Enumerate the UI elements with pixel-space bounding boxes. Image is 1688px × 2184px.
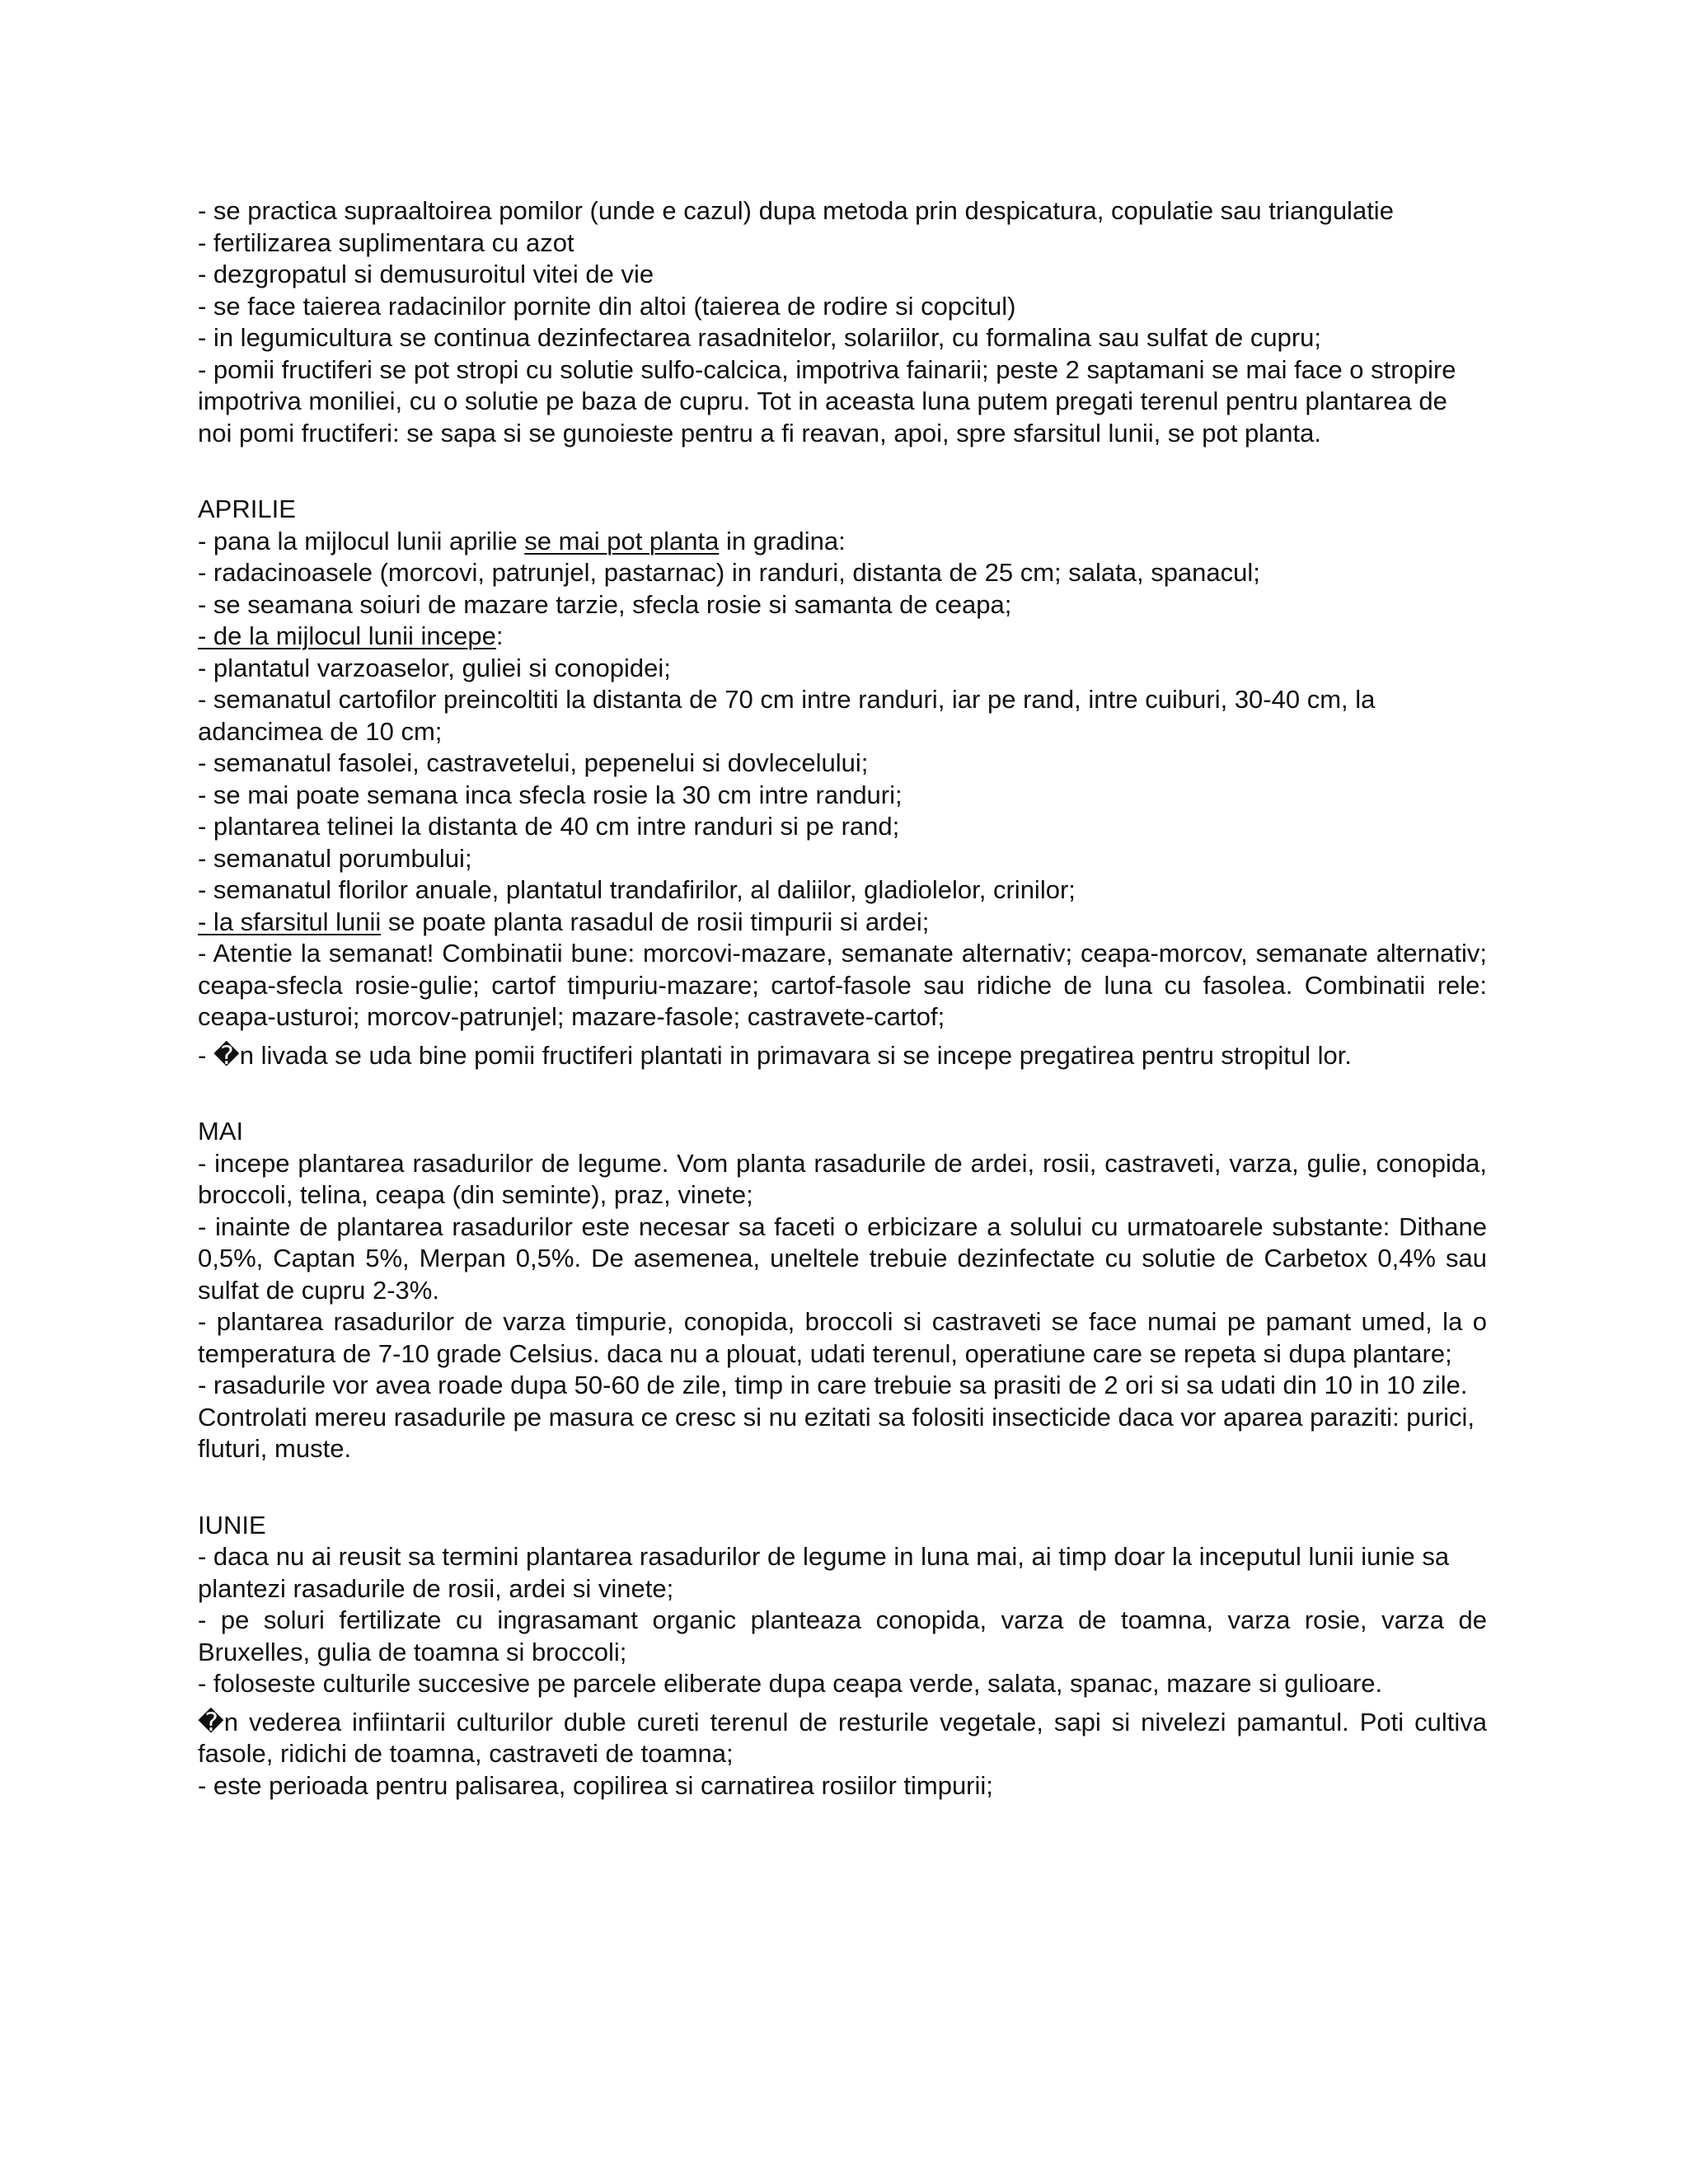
aprilie-line-1-tail: in gradina: (719, 526, 846, 555)
aprilie-line-1 (198, 526, 1487, 558)
iunie-item: - foloseste culturile succesive pe parcele eliberate dupa ceapa verde, salata, spanac, mazare si gulioare. (198, 1669, 1383, 1698)
section-heading-mai: MAI (198, 1117, 244, 1146)
iunie-extra: �n vederea infiintarii culturilor duble cureti terenul de resturile vegetale, sapi si nivelezi pamantul. Poti cultiva fasole, ridichi de toamna, castraveti de toamna; (198, 1707, 1487, 1768)
section-heading-aprilie: APRILIE (198, 494, 296, 523)
intro-line-5: - in legumicultura se continua dezinfectarea rasadnitelor, solariilor, cu formalina sau sulfat de cupru; (198, 323, 1322, 352)
iunie-last: - este perioada pentru palisarea, copilirea si carnatirea rosiilor timpurii; (198, 1770, 993, 1800)
aprilie-line-4-tail: : (495, 621, 504, 650)
mai-item: - inainte de plantarea rasadurilor este necesar sa faceti o erbicizare a solului cu urmatoarele substante: Dithane 0,5%, Captan 5%, Merpan 0,5%. De asemenea, uneltele trebuie dezinfectate cu solutie de Carbetox 0,4% sau sulfat de cupru 2-3%. (198, 1212, 1487, 1305)
aprilie-line-4-underlined: - de la mijlocul lunii incepe (198, 621, 496, 650)
section-spacer (198, 449, 1487, 494)
section-spacer (198, 1071, 1487, 1116)
aprilie-line-7: - �n livada se uda bine pomii fructiferi plantati in primavara si se incepe pregatirea pentru stropitul lor. (198, 1040, 1352, 1070)
iunie-item: - daca nu ai reusit sa termini plantarea rasadurilor de legume in luna mai, ai timp doar la inceputul lunii iunie sa plantezi rasadurile de rosii, ardei si vinete; (198, 1542, 1450, 1603)
aprilie-item: - semanatul fasolei, castravetelui, pepenelui si dovlecelului; (198, 748, 869, 777)
section-heading-iunie: IUNIE (198, 1510, 266, 1540)
aprilie-item: - semanatul florilor anuale, plantatul trandafirilor, al daliilor, gladiolelor, crinilor; (198, 875, 1076, 904)
aprilie-line-5 (198, 907, 1487, 939)
aprilie-item: - plantatul varzoaselor, guliei si conopidei; (198, 653, 671, 682)
intro-line-2: - fertilizarea suplimentara cu azot (198, 227, 574, 257)
intro-line-1: - se practica supraaltoirea pomilor (unde e cazul) dupa metoda prin despicatura, copulatie sau triangulatie (198, 196, 1394, 225)
aprilie-line-5-underlined: - la sfarsitul lunii (198, 907, 382, 936)
line-spacer (198, 1700, 1487, 1707)
aprilie-line-2: - radacinoasele (morcovi, patrunjel, pastarnac) in randuri, distanta de 25 cm; salata, spanacul; (198, 558, 1260, 587)
aprilie-item: - se mai poate semana inca sfecla rosie la 30 cm intre randuri; (198, 780, 903, 809)
aprilie-line-3: - se seamana soiuri de mazare tarzie, sfecla rosie si samanta de ceapa; (198, 589, 1012, 619)
iunie-item: - pe soluri fertilizate cu ingrasamant organic planteaza conopida, varza de toamna, varza rosie, varza de Bruxelles, gulia de toamna si broccoli; (198, 1605, 1487, 1666)
intro-line-4: - se face taierea radacinilor pornite din altoi (taierea de rodire si copcitul) (198, 291, 1016, 321)
mai-item: - incepe plantarea rasadurilor de legume. Vom planta rasadurile de ardei, rosii, castraveti, varza, gulie, conopida, broccoli, telina, ceapa (din seminte), praz, vinete; (198, 1148, 1487, 1209)
aprilie-item: - semanatul porumbului; (198, 843, 472, 873)
document-page (198, 195, 1487, 1802)
aprilie-line-4 (198, 621, 1487, 653)
aprilie-item: - plantarea telinei la distanta de 40 cm intre randuri si pe rand; (198, 812, 900, 841)
aprilie-line-1-text: - pana la mijlocul lunii aprilie (198, 526, 525, 555)
intro-line-3: - dezgropatul si demusuroitul vitei de vie (198, 260, 654, 288)
intro-line-6: - pomii fructiferi se pot stropi cu solutie sulfo-calcica, impotriva fainarii; peste 2 saptamani se mai face o stropire impotriva moniliei, cu o solutie pe baza de cupru. Tot in aceasta luna putem pregati terenul pentru plantarea de noi pomi fructiferi: se sapa si se gunoieste pentru a fi reavan, apoi, spre sfarsitul lunii, se pot planta. (198, 354, 1456, 448)
mai-item: - plantarea rasadurilor de varza timpurie, conopida, broccoli si castraveti se face numai pe pamant umed, la o temperatura de 7-10 grade Celsius. daca nu a plouat, udati terenul, operatiune care se repeta si dupa plantare; (198, 1307, 1487, 1368)
aprilie-line-1-underlined: se mai pot planta (524, 526, 720, 555)
mai-item: - rasadurile vor avea roade dupa 50-60 de zile, timp in care trebuie sa prasiti de 2 ori si sa udati din 10 in 10 zile. Controlati mereu rasadurile pe masura ce cresc si nu ezitati sa folositi insecticide daca vor aparea paraziti: purici, fluturi, muste. (198, 1371, 1475, 1463)
aprilie-line-5-tail: se poate planta rasadul de rosii timpurii si ardei; (381, 907, 930, 936)
aprilie-item: - semanatul cartofilor preincoltiti la distanta de 70 cm intre randuri, iar pe rand, intre cuiburi, 30-40 cm, la adancimea de 10 cm; (198, 685, 1376, 746)
aprilie-line-6: - Atentie la semanat! Combinatii bune: morcovi-mazare, semanate alternativ; ceapa-morcov, semanate alternativ; ceapa-sfecla rosie-gulie; cartof timpuriu-mazare; cartof-fasole sau ridiche de luna cu fasolea. Combinatii rele: ceapa-usturoi; morcov-patrunjel; mazare-fasole; castravete-cartof; (198, 939, 1487, 1031)
section-spacer (198, 1465, 1487, 1510)
line-spacer (198, 1033, 1487, 1040)
